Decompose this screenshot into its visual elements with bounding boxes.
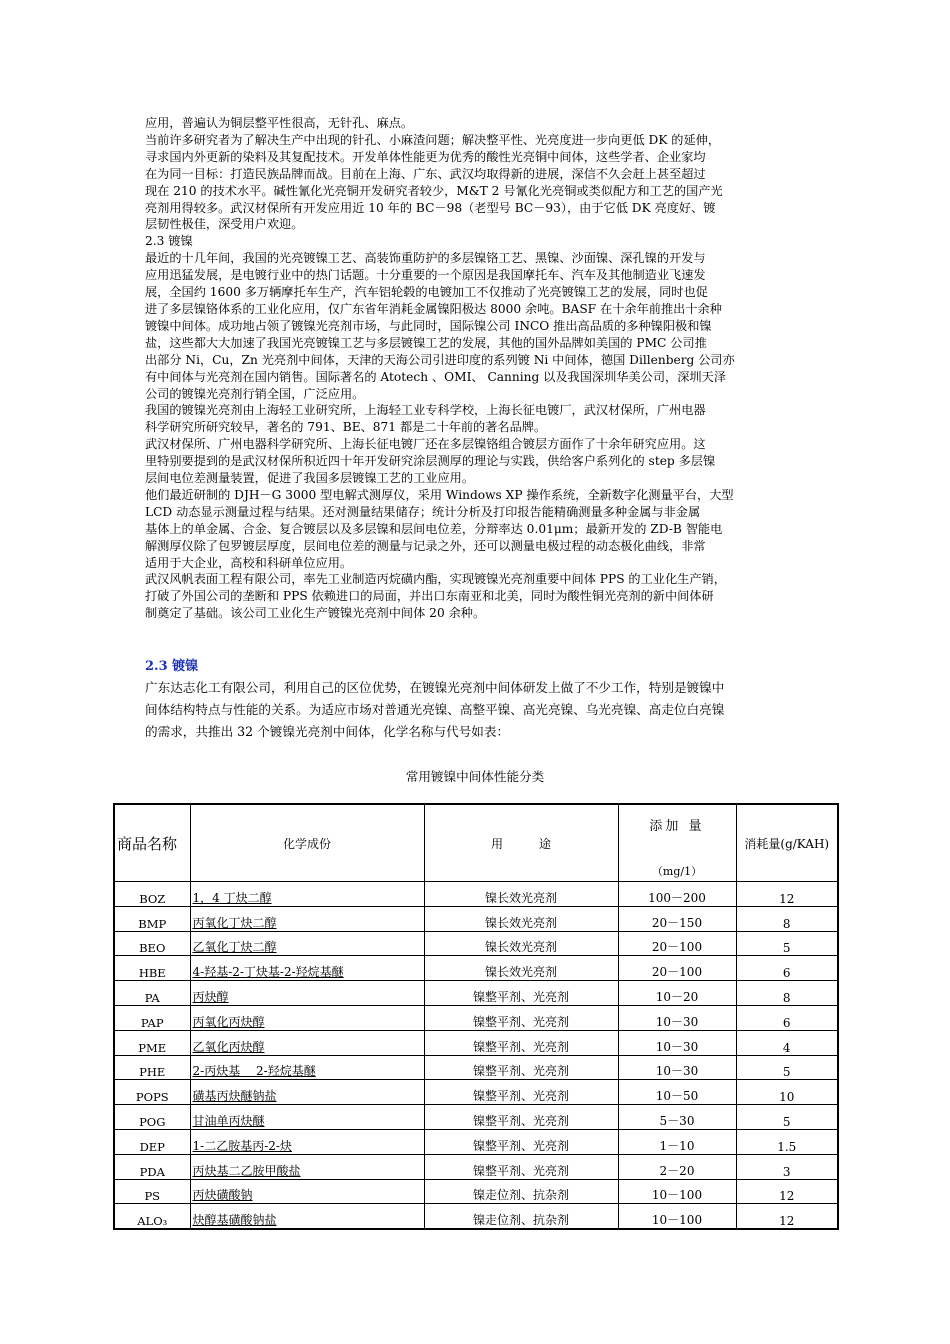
cell-product-code: BMP (114, 906, 190, 931)
intro-line: 当前许多研究者为了解决生产中出现的针孔、小麻渣问题；解决整平性、光亮度进一步向更低 DK 的延伸， (145, 132, 721, 147)
section-line: 的需求，共推出 32 个镀镍光亮剂中间体，化学名称与代号如表： (145, 723, 510, 739)
cell-dosage: 20－100 (618, 956, 736, 981)
table-row (114, 1030, 838, 1055)
cell-product-code: PHE (114, 1055, 190, 1080)
cell-consumption: 4 (736, 1030, 838, 1055)
cell-chemical-name: 乙氧化丙炔醇 (190, 1030, 424, 1055)
header-dosage-label: 添加 量 (649, 819, 705, 834)
cell-dosage: 100－200 (618, 882, 736, 907)
header-product-name: 商品名称 (114, 804, 190, 882)
cell-product-code: PAP (114, 1005, 190, 1030)
cell-usage: 镍整平剂、光亮剂 (424, 1005, 618, 1030)
cell-chemical-name: 1-二乙胺基丙-2-炔 (190, 1129, 424, 1154)
cell-consumption: 5 (736, 931, 838, 956)
cell-product-code: POG (114, 1105, 190, 1130)
cell-chemical-name: 丙氧化丁炔二醇 (190, 906, 424, 931)
cell-consumption: 6 (736, 956, 838, 981)
section-paragraph (145, 677, 813, 742)
cell-usage: 镍整平剂、光亮剂 (424, 1105, 618, 1130)
cell-dosage: 2－20 (618, 1154, 736, 1179)
cell-usage: 镍走位剂、抗杂剂 (424, 1179, 618, 1204)
table-row (114, 1204, 838, 1229)
intro-line: 打破了外国公司的垄断和 PPS 依赖进口的局面，并出口东南亚和北美，同时为酸性铜光亮剂的新中间体研 (145, 589, 714, 604)
cell-dosage: 10－100 (618, 1179, 736, 1204)
cell-chemical-name: 丙炔基二乙胺甲酸盐 (190, 1154, 424, 1179)
cell-chemical-name: 炔醇基磺酸钠盐 (190, 1204, 424, 1229)
intro-line: 盐，这些都大大加速了我国光亮镀镍工艺与多层镀镍工艺的发展，其他的国外品牌如美国的 PMC 公司推 (145, 335, 707, 350)
cell-consumption: 8 (736, 981, 838, 1006)
intro-line: 制奠定了基础。该公司工业化生产镀镍光亮剂中间体 20 余种。 (145, 606, 486, 621)
table-header-row (114, 804, 838, 882)
table-row (114, 882, 838, 907)
table-caption: 常用镀镍中间体性能分类 (405, 769, 545, 784)
cell-chemical-name: 甘油单丙炔醚 (190, 1105, 424, 1130)
cell-usage: 镍整平剂、光亮剂 (424, 1129, 618, 1154)
cell-usage: 镍长效光亮剂 (424, 906, 618, 931)
intro-line: 亮剂用得较多。武汉材保所有开发应用近 10 年的 BC－98（老型号 BC－93），由于它低 DK 亮度好、镀 (145, 200, 716, 215)
table-row (114, 956, 838, 981)
section-line: 间体结构特点与性能的关系。为适应市场对普通光亮镍、高整平镍、高光亮镍、乌光亮镍、高走位白亮镍 (145, 701, 725, 717)
intro-line: 科学研究所研究较早，著名的 791、BE、871 都是二十年前的著名品牌。 (145, 420, 547, 435)
intro-line: 武汉材保所、广州电器科学研究所、上海长征电镀厂还在多层镍铬组合镀层方面作了十余年研究应用。这 (145, 437, 706, 452)
table-row (114, 1080, 838, 1105)
cell-consumption: 12 (736, 882, 838, 907)
intro-line: 我国的镀镍光亮剂由上海轻工业研究所，上海轻工业专科学校，上海长征电镀厂，武汉材保所，广州电器 (145, 403, 706, 418)
cell-usage: 镍长效光亮剂 (424, 931, 618, 956)
cell-consumption: 1.5 (736, 1129, 838, 1154)
cell-dosage: 10－30 (618, 1005, 736, 1030)
section-line: 广东达志化工有限公司，利用自己的区位优势，在镀镍光亮剂中间体研发上做了不少工作，特别是镀镍中 (145, 680, 725, 695)
table-row (114, 1179, 838, 1204)
intro-line: 公司的镀镍光亮剂行销全国，广泛应用。 (145, 386, 365, 401)
cell-usage: 镍整平剂、光亮剂 (424, 1154, 618, 1179)
table-row (114, 1055, 838, 1080)
cell-product-code: PS (114, 1179, 190, 1204)
cell-chemical-name: 磺基丙炔醚钠盐 (190, 1080, 424, 1105)
intro-line: 应用迅猛发展，是电镀行业中的热门话题。十分重要的一个原因是我国摩托车、汽车及其他制造业飞速发 (145, 268, 706, 283)
intro-line: 出部分 Ni，Cu，Zn 光亮剂中间体，天津的天海公司引进印度的系列镀 Ni 中间体，德国 Dillenberg 公司亦 (145, 352, 735, 367)
cell-dosage: 10－30 (618, 1055, 736, 1080)
header-consumption: 消耗量(g/KAH) (736, 804, 838, 882)
cell-product-code: BOZ (114, 882, 190, 907)
cell-product-code: POPS (114, 1080, 190, 1105)
cell-dosage: 10－30 (618, 1030, 736, 1055)
cell-usage: 镍长效光亮剂 (424, 882, 618, 907)
intro-line: 在为同一目标：打造民族品牌而战。目前在上海、广东、武汉均取得新的进展，深信不久会赶上甚至超过 (145, 166, 706, 181)
cell-chemical-name: 丙炔磺酸钠 (190, 1179, 424, 1204)
cell-dosage: 20－100 (618, 931, 736, 956)
header-dosage (618, 804, 736, 882)
table-row (114, 1129, 838, 1154)
cell-consumption: 3 (736, 1154, 838, 1179)
header-chemical-composition: 化学成份 (190, 804, 424, 882)
cell-chemical-name: 乙氧化丁炔二醇 (190, 931, 424, 956)
header-usage: 用 途 (424, 804, 618, 882)
intro-line: 适用于大企业，高校和科研单位应用。 (145, 555, 353, 570)
nickel-intermediates-table (113, 803, 839, 1230)
section-heading: 2.3 镀镍 (145, 659, 199, 674)
cell-dosage: 10－20 (618, 981, 736, 1006)
cell-product-code: PDA (114, 1154, 190, 1179)
cell-usage: 镍整平剂、光亮剂 (424, 981, 618, 1006)
cell-usage: 镍整平剂、光亮剂 (424, 1080, 618, 1105)
table-row (114, 931, 838, 956)
intro-line: 基体上的单金属、合金、复合镀层以及多层镍和层间电位差，分辩率达 0.01μm；最新开发的 ZD-B 智能电 (145, 521, 723, 536)
cell-dosage: 20－150 (618, 906, 736, 931)
cell-usage: 镍长效光亮剂 (424, 956, 618, 981)
cell-chemical-name: 2-丙炔基 2-羟烷基醚 (190, 1055, 424, 1080)
table-row (114, 981, 838, 1006)
cell-product-code: DEP (114, 1129, 190, 1154)
cell-consumption: 12 (736, 1204, 838, 1229)
cell-product-code: PA (114, 981, 190, 1006)
header-dosage-unit: （mg/1） (651, 865, 703, 878)
cell-dosage: 10－100 (618, 1204, 736, 1229)
cell-chemical-name: 丙炔醇 (190, 981, 424, 1006)
intro-paragraphs (145, 115, 813, 622)
cell-chemical-name: 4-羟基-2-丁炔基-2-羟烷基醚 (190, 956, 424, 981)
cell-dosage: 5－30 (618, 1105, 736, 1130)
intro-line: 进了多层镍铬体系的工业化应用，仅广东省年消耗金属镍阳极达 8000 余吨。BASF 在十余年前推出十余种 (145, 301, 722, 316)
table-row (114, 906, 838, 931)
cell-usage: 镍走位剂、抗杂剂 (424, 1204, 618, 1229)
cell-product-code: BEO (114, 931, 190, 956)
intro-line: 应用，普遍认为铜层整平性很高，无针孔、麻点。 (145, 116, 414, 130)
intro-line: 最近的十几年间，我国的光亮镀镍工艺、高装饰重防护的多层镍铬工艺、黑镍、沙面镍、深孔镍的开发与 (145, 251, 706, 266)
cell-usage: 镍整平剂、光亮剂 (424, 1055, 618, 1080)
cell-consumption: 6 (736, 1005, 838, 1030)
intro-line: 他们最近研制的 DJH－G 3000 型电解式测厚仪，采用 Windows XP 操作系统，全新数字化测量平台，大型 (145, 487, 734, 502)
intro-line: 现在 210 的技术水平。碱性氰化光亮铜开发研究者较少，M&T 2 号氰化光亮铜或类似配方和工艺的国产光 (145, 183, 723, 198)
intro-line: 寻求国内外更新的染料及其复配技术。开发单体性能更为优秀的酸性光亮铜中间体，这些学者、企业家均 (145, 149, 706, 164)
intro-line: 层间电位差测量装置，促进了我国多层镀镍工艺的工业应用。 (145, 471, 475, 486)
cell-consumption: 5 (736, 1105, 838, 1130)
cell-dosage: 10－50 (618, 1080, 736, 1105)
cell-consumption: 10 (736, 1080, 838, 1105)
intro-line: 展，全国约 1600 多万辆摩托车生产，汽车铝轮毂的电镀加工不仅推动了光亮镀镍工艺的发展，同时也促 (145, 285, 708, 300)
cell-consumption: 12 (736, 1179, 838, 1204)
intro-line: 有中间体与光亮剂在国内销售。国际著名的 Atotech 、OMI、 Canning 以及我国深圳华美公司，深圳天泽 (145, 369, 726, 384)
cell-usage: 镍整平剂、光亮剂 (424, 1030, 618, 1055)
table-row (114, 1154, 838, 1179)
intro-line: 里特别要提到的是武汉材保所积近四十年开发研究涂层测厚的理论与实践，供给客户系列化的 step 多层镍 (145, 454, 716, 469)
cell-product-code: ALO₃ (114, 1204, 190, 1229)
intro-line: 武汉风帆表面工程有限公司，率先工业制造丙烷磺内酯，实现镀镍光亮剂重要中间体 PPS 的工业化生产销， (145, 572, 726, 587)
cell-dosage: 1－10 (618, 1129, 736, 1154)
cell-consumption: 8 (736, 906, 838, 931)
cell-chemical-name: 丙氧化丙炔醇 (190, 1005, 424, 1030)
intro-line: 2.3 镀镍 (145, 234, 193, 249)
cell-chemical-name: 1，4 丁炔二醇 (190, 882, 424, 907)
intro-line: 解测厚仪除了包罗镀层厚度，层间电位差的测量与记录之外，还可以测量电极过程的动态极化曲线，非常 (145, 538, 706, 553)
intro-line: 层韧性极佳，深受用户欢迎。 (145, 217, 304, 232)
intro-line: LCD 动态显示测量过程与结果。还对测量结果储存；统计分析及打印报告能精确测量多种金属与非金属 (145, 504, 701, 519)
cell-product-code: PME (114, 1030, 190, 1055)
table-row (114, 1005, 838, 1030)
cell-product-code: HBE (114, 956, 190, 981)
table-row (114, 1105, 838, 1130)
cell-consumption: 5 (736, 1055, 838, 1080)
intro-line: 镀镍中间体。成功地占领了镀镍光亮剂市场，与此同时，国际镍公司 INCO 推出高品质的多种镍阳极和镍 (145, 318, 712, 333)
